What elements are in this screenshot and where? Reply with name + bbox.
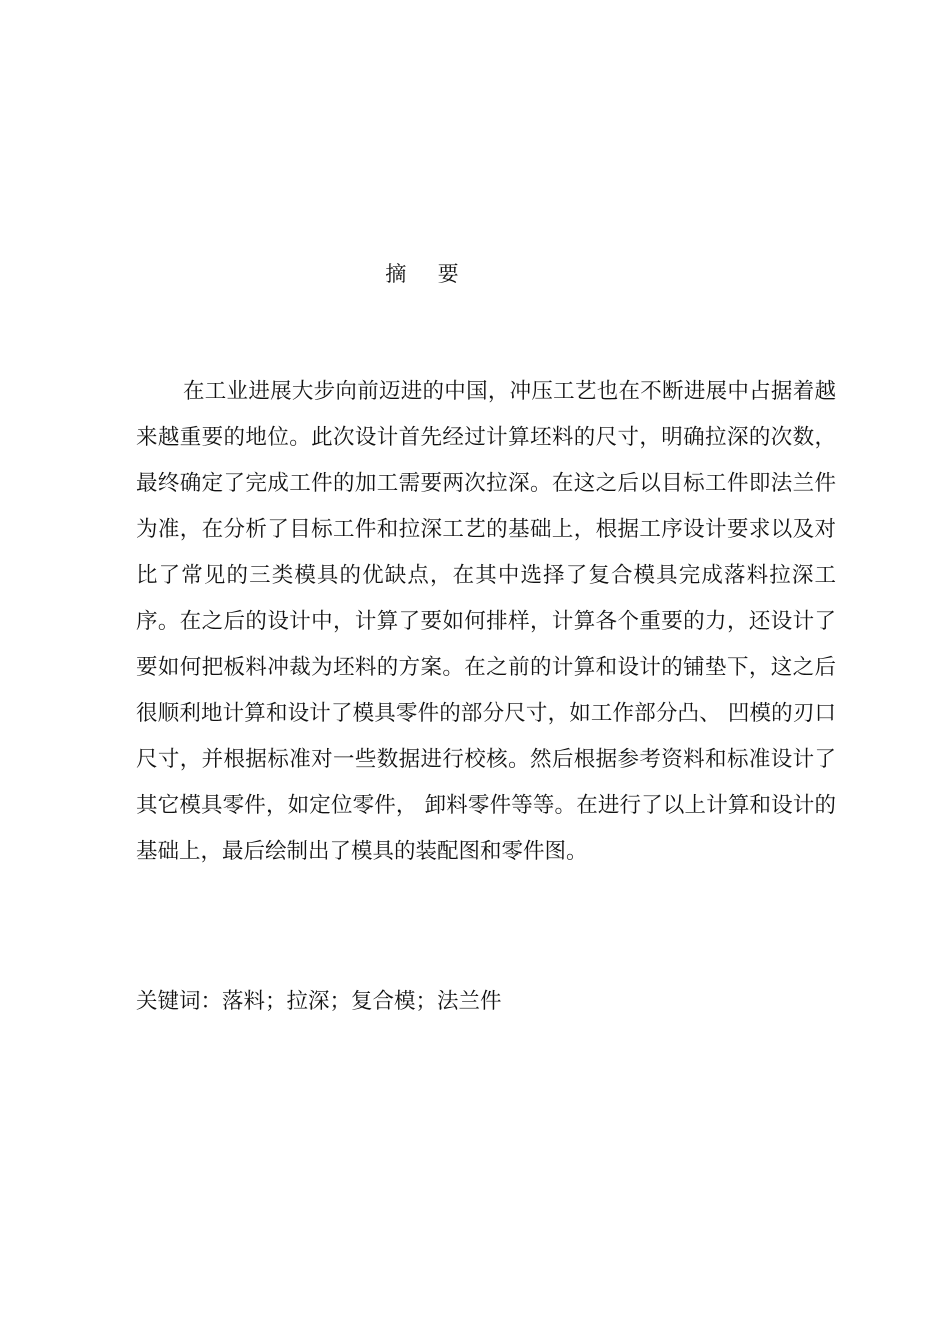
abstract-body: 在工业进展大步向前迈进的中国，冲压工艺也在不断进展中占据着越来越重要的地位。此次设计首先经过计算坯料的尺寸，明确拉深的次数，最终确定了完成工件的加工需要两次拉深。在这之后以目标工件即法兰件为准，在分析了目标工件和拉深工艺的基础上，根据工序设计要求以及对比了常见的三类模具的优缺点，在其中选择了复合模具完成落料拉深工序。在之后的设计中，计算了要如何排样，计算各个重要的力，还设计了要如何把板料冲裁为坯料的方案。在之前的计算和设计的铺垫下，这之后很顺利地计算和设计了模具零件的部分尺寸，如工作部分凸、 凹模的刃口尺寸，并根据标准对一些数据进行校核。然后根据参考资料和标准设计了其它模具零件，如定位零件， 卸料零件等等。在进行了以上计算和设计的基础上，最后绘制出了模具的装配图和零件图。 <box>136 379 836 864</box>
keywords-line: 关键词：落料；拉深；复合模；法兰件 <box>136 989 502 1014</box>
abstract-title: 摘 要 <box>385 262 465 286</box>
